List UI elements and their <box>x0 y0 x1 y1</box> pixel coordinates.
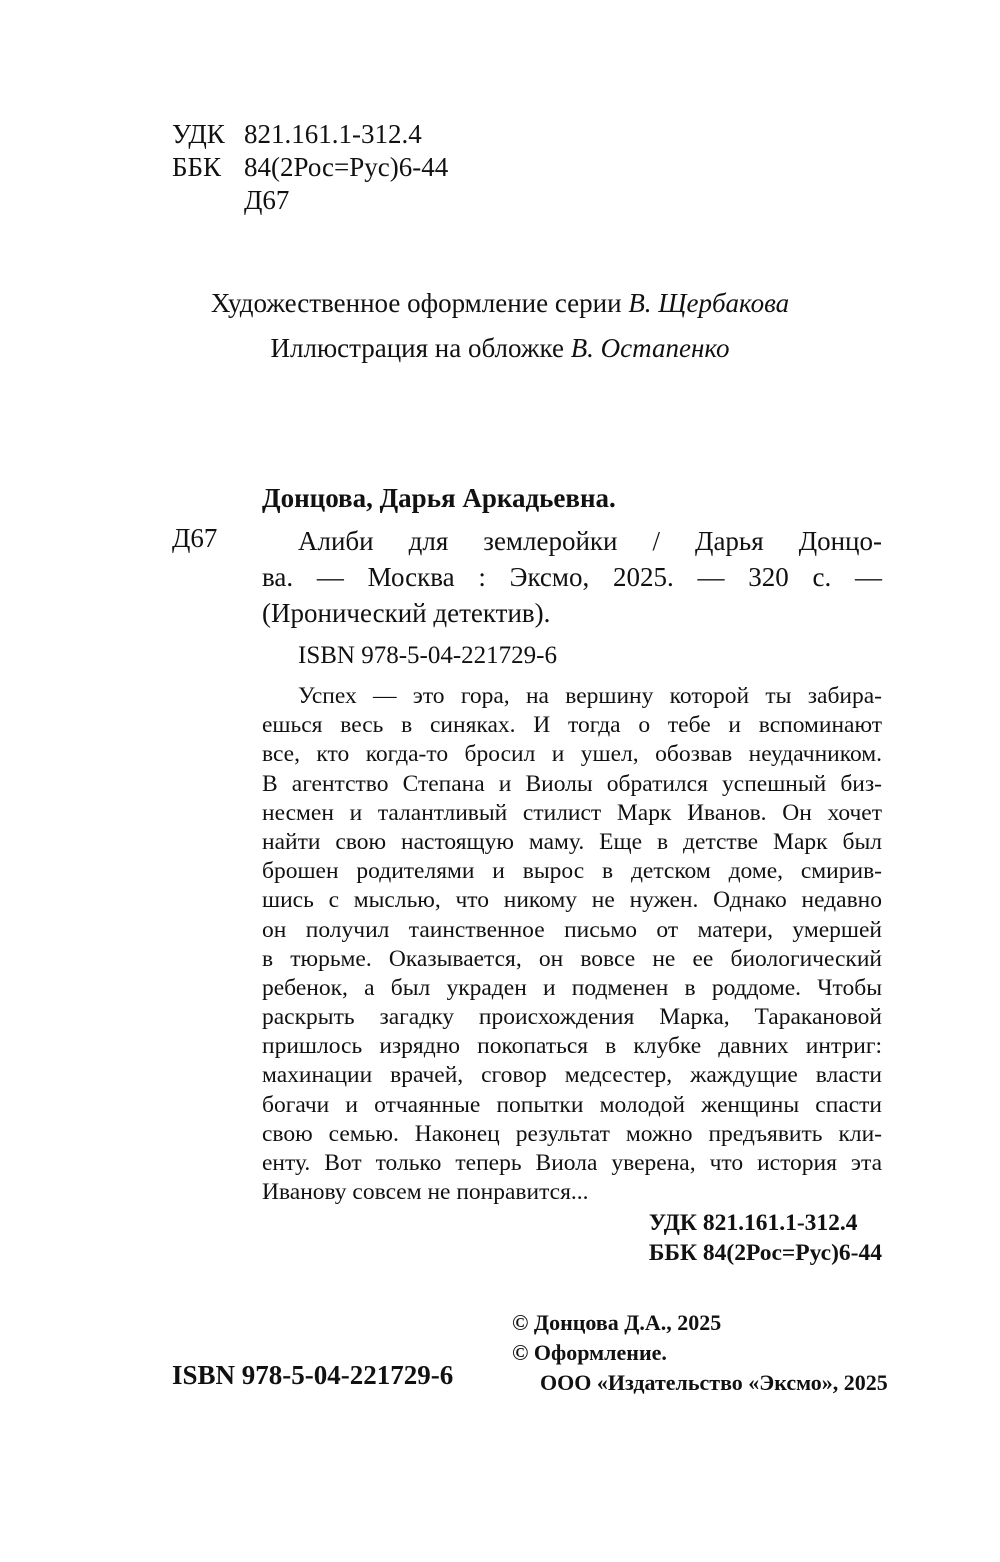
annotation-line: шись с мыслью, что никому не нужен. Однако недавно <box>262 887 882 914</box>
record-classification-codes <box>649 1208 882 1268</box>
annotation <box>262 682 882 1207</box>
illustration-credit <box>0 333 1000 364</box>
author-mark-row <box>172 184 448 217</box>
annotation-line: Успех — это гора, на вершину которой ты забира- <box>298 683 882 709</box>
annotation-line: несмен и талантливый стилист Марк Иванов. Он хочет <box>262 799 882 826</box>
annotation-line: свою семью. Наконец результат можно предъявить кли- <box>262 1120 882 1147</box>
udk-value: 821.161.1-312.4 <box>244 119 422 149</box>
bbk-value: 84(2Рос=Рус)6-44 <box>244 152 449 182</box>
annotation-line: раскрыть загадку происхождения Марка, Таракановой <box>262 1004 882 1031</box>
annotation-line: в тюрьме. Оказывается, он вовсе не ее биологический <box>262 945 882 972</box>
annotation-line: Иванову совсем не понравится... <box>262 1179 589 1206</box>
copyright-author: © Донцова Д.А., 2025 <box>512 1310 722 1335</box>
annotation-line: найти свою настоящую маму. Еще в детстве Марк был <box>262 828 882 855</box>
annotation-line: В агентство Степана и Виолы обратился успешный биз- <box>262 770 882 797</box>
annotation-line: все, кто когда-то бросил и ушел, обозвав неудачником. <box>262 741 882 768</box>
record-author: Донцова, Дарья Аркадьевна. <box>262 483 616 513</box>
illustration-text: Иллюстрация на обложке <box>270 333 564 363</box>
classification-header <box>172 118 448 217</box>
biblio-line: Алиби для землеройки / Дарья Донцо- <box>298 526 882 556</box>
copyright-design: © Оформление. <box>512 1340 667 1365</box>
record-udk: УДК 821.161.1-312.4 <box>648 1210 858 1236</box>
annotation-line: он получил таинственное письмо от матери, умершей <box>262 916 882 943</box>
annotation-line: ребенок, а был украден и подменен в роддоме. Чтобы <box>262 974 882 1001</box>
series-design-credit <box>0 288 1000 319</box>
author-mark: Д67 <box>244 185 290 215</box>
record-isbn: ISBN 978-5-04-221729-6 <box>298 642 558 669</box>
bbk-label: ББК <box>172 152 222 182</box>
copyright-block <box>512 1308 888 1398</box>
udk-row <box>172 118 448 151</box>
series-design-name: В. Щербакова <box>628 288 790 318</box>
annotation-line: махинации врачей, сговор медсестер, жаждущие власти <box>262 1062 882 1089</box>
annotation-line: ешься весь в синяках. И тогда о тебе и вспоминают <box>262 712 882 739</box>
annotation-line: богачи и отчаянные попытки молодой женщины спасти <box>262 1091 882 1118</box>
copyright-publisher: ООО «Издательство «Эксмо», 2025 <box>540 1370 888 1395</box>
record-bbk: ББК 84(2Рос=Рус)6-44 <box>648 1240 882 1266</box>
bbk-row <box>172 151 448 184</box>
bibliographic-description <box>262 523 882 631</box>
annotation-line: пришлось изрядно покопаться в клубке давних интриг: <box>262 1033 882 1060</box>
isbn-main: ISBN 978-5-04-221729-6 <box>172 1360 454 1390</box>
udk-label: УДК <box>172 119 225 149</box>
annotation-line: брошен родителями и вырос в детском доме, смирив- <box>262 858 882 885</box>
illustration-name: В. Остапенко <box>570 333 730 363</box>
biblio-line: ва. — Москва : Эксмо, 2025. — 320 с. — <box>262 562 882 592</box>
biblio-line: (Иронический детектив). <box>262 598 551 628</box>
annotation-line: енту. Вот только теперь Виола уверена, что история эта <box>262 1150 882 1176</box>
record-side-code: Д67 <box>172 523 218 553</box>
series-design-text: Художественное оформление серии <box>210 288 622 318</box>
